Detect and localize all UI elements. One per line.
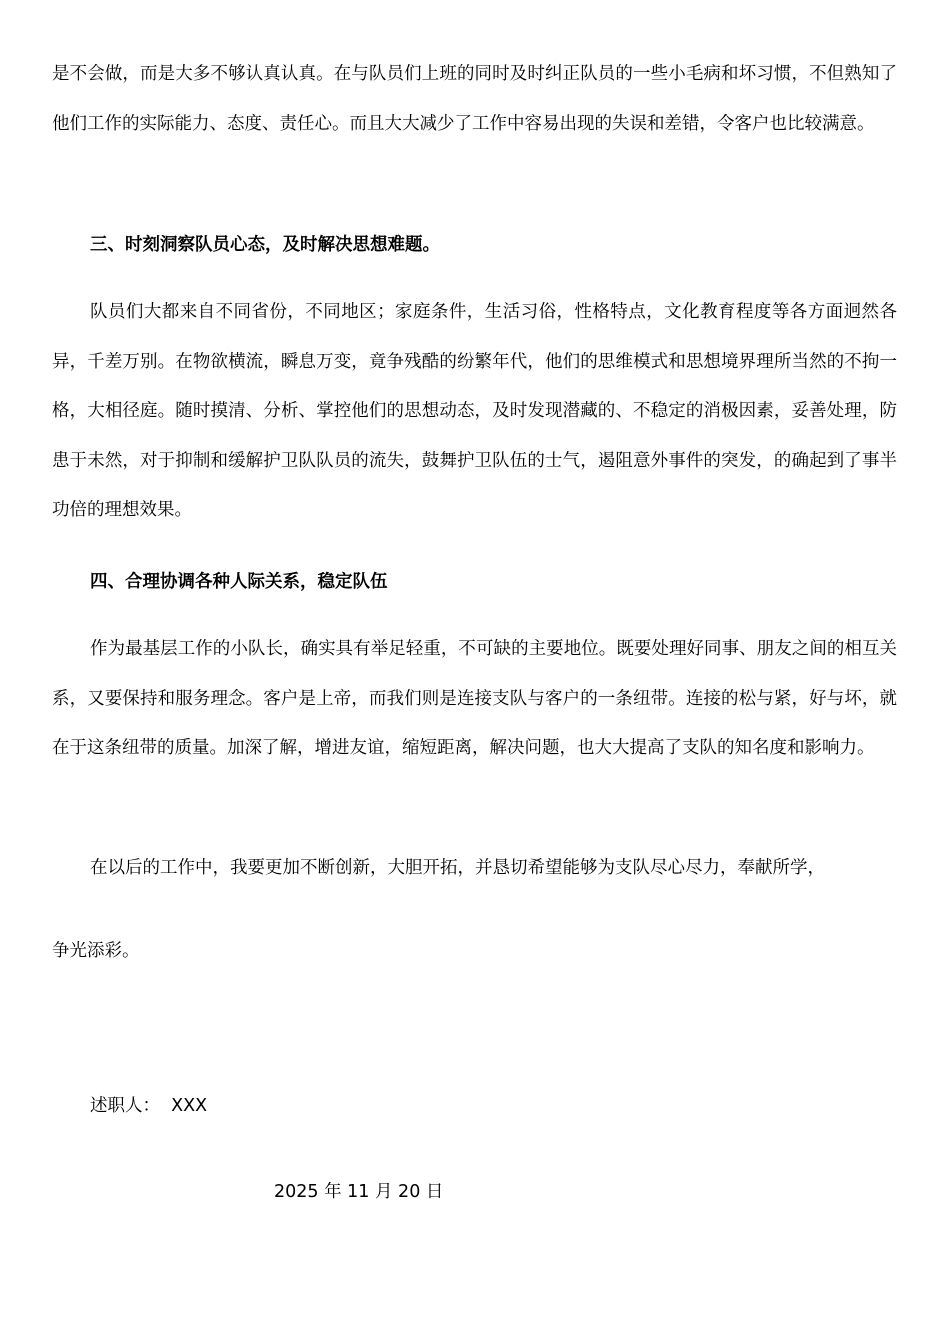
paragraph-team-mindset: 队员们大都来自不同省份，不同地区；家庭条件，生活习俗，性格特点，文化教育程度等各方面迥然各异，千差万别。在物欲横流，瞬息万变，竟争残酷的纷繁年代，他们的思维模式和思想境界理所当然的不拘一格，大相径庭。随时摸清、分析、掌控他们的思想动态，及时发现潜藏的、不稳定的消极因素，妥善处理，防患于未然，对于抑制和缓解护卫队队员的流失，鼓舞护卫队伍的士气，遏阻意外事件的突发，的确起到了事半功倍的理想效果。 bbox=[52, 302, 897, 520]
section-heading-4: 四、合理协调各种人际关系，稳定队伍 bbox=[90, 572, 388, 592]
closing-line-2: 争光添彩。 bbox=[52, 941, 140, 961]
paragraph-relationships: 作为最基层工作的小队长，确实具有举足轻重，不可缺的主要地位。既要处理好同事、朋友之间的相互关系，又要保持和服务理念。客户是上帝，而我们则是连接支队与客户的一条纽带。连接的松与紧，好与坏，就在于这条纽带的质量。加深了解，增进友谊，缩短距离，解决问题，也大大提高了支队的知名度和影响力。 bbox=[52, 639, 897, 758]
section-heading-3: 三、时刻洞察队员心态，及时解决思想难题。 bbox=[90, 235, 440, 255]
closing-line-1: 在以后的工作中，我要更加不断创新，大胆开拓，并恳切希望能够为支队尽心尽力，奉献所学， bbox=[90, 858, 825, 878]
date-line: 2025 年 11 月 20 日 bbox=[274, 1182, 444, 1202]
paragraph-quality-work: 是不会做，而是大多不够认真认真。在与队员们上班的同时及时纠正队员的一些小毛病和坏习惯，不但熟知了他们工作的实际能力、态度、责任心。而且大大减少了工作中容易出现的失误和差错，令客户也比较满意。 bbox=[52, 64, 897, 134]
signature-line: 述职人： XXX bbox=[90, 1096, 208, 1116]
